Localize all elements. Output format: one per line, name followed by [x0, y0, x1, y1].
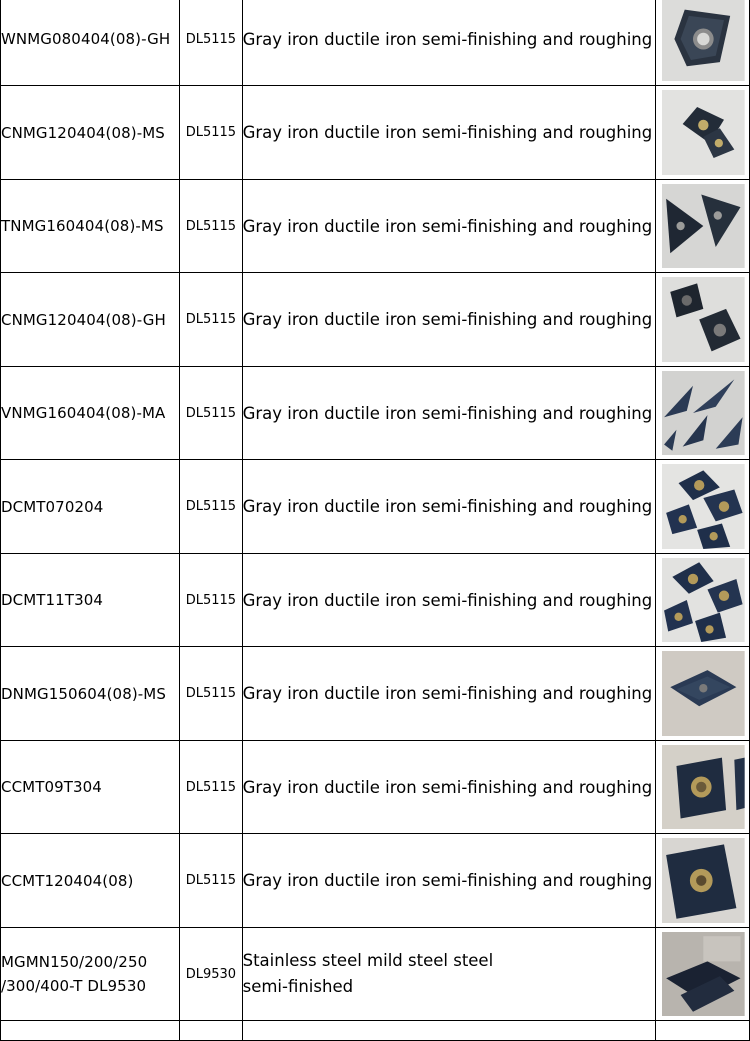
- model-code: CNMG120404(08)-GH: [1, 310, 166, 329]
- application-cell: Gray iron ductile iron semi-finishing and roughing: [242, 86, 656, 180]
- table-row: [1, 1021, 750, 1041]
- model-cell: [1, 647, 180, 741]
- model-cell: [1, 460, 180, 554]
- model-code-line-2: /300/400-T DL9530: [1, 977, 147, 995]
- application-cell: Gray iron ductile iron semi-finishing and roughing: [242, 367, 656, 460]
- table-row: [1, 367, 750, 460]
- grade-cell: DL5115: [180, 834, 242, 928]
- table-row: [1, 273, 750, 367]
- image-cell: [656, 647, 750, 741]
- vnmg-insert-photo: [662, 371, 745, 455]
- model-cell: [1, 86, 180, 180]
- image-cell: [656, 86, 750, 180]
- application-cell: Gray iron ductile iron semi-finishing and roughing: [242, 834, 656, 928]
- model-cell: [1, 554, 180, 647]
- table-row: [1, 554, 750, 647]
- application-cell: Gray iron ductile iron semi-finishing and roughing: [242, 180, 656, 273]
- table-row: [1, 928, 750, 1021]
- model-code: DCMT11T304: [1, 591, 104, 609]
- model-code: VNMG160404(08)-MA: [1, 404, 166, 422]
- image-cell: [656, 741, 750, 834]
- grade-cell: DL5115: [180, 741, 242, 834]
- table-row: [1, 460, 750, 554]
- model-code-line-1: MGMN150/200/250: [1, 953, 148, 971]
- image-cell: [656, 0, 750, 86]
- image-cell: [656, 460, 750, 554]
- application-cell: Gray iron ductile iron semi-finishing and roughing: [242, 554, 656, 647]
- dcmt11t304-insert-photo: [662, 558, 745, 642]
- mgmn-grooving-insert-photo: [662, 932, 745, 1016]
- grade-cell: DL5115: [180, 647, 242, 741]
- grade-cell: DL5115: [180, 367, 242, 460]
- table-row: [1, 741, 750, 834]
- grade-cell: DL5115: [180, 460, 242, 554]
- grade-cell: DL5115: [180, 86, 242, 180]
- image-cell: [656, 928, 750, 1021]
- wnmg-insert-photo: [662, 0, 745, 81]
- application-cell: Gray iron ductile iron semi-finishing and roughing: [242, 273, 656, 367]
- dnmg-insert-photo: [662, 651, 745, 736]
- grade-cell: DL9530: [180, 928, 242, 1021]
- table-row: [1, 180, 750, 273]
- model-code: DNMG150604(08)-MS: [1, 684, 166, 703]
- grade-cell: DL5115: [180, 180, 242, 273]
- grade-cell: DL5115: [180, 273, 242, 367]
- table-row: [1, 647, 750, 741]
- application-cell: Gray iron ductile iron semi-finishing and roughing: [242, 741, 656, 834]
- model-cell: [1, 273, 180, 367]
- ccmt120404-insert-photo: [662, 838, 745, 923]
- image-cell: [656, 273, 750, 367]
- model-code: CNMG120404(08)-MS: [1, 123, 165, 142]
- application-cell: [242, 928, 656, 1021]
- ccmt09t304-insert-photo: [662, 745, 745, 829]
- model-code: TNMG160404(08)-MS: [1, 217, 164, 235]
- dcmt070204-insert-photo: [662, 464, 745, 549]
- table-row: [1, 834, 750, 928]
- grade-cell: DL5115: [180, 0, 242, 86]
- application-line-1: Stainless steel mild steel steel: [242, 951, 494, 970]
- model-cell: [1, 834, 180, 928]
- application-cell: Gray iron ductile iron semi-finishing and roughing: [242, 0, 656, 86]
- table-row: [1, 0, 750, 86]
- model-code: CCMT09T304: [1, 778, 102, 796]
- model-code: WNMG080404(08)-GH: [1, 30, 171, 48]
- image-cell: [656, 180, 750, 273]
- model-cell: [1, 741, 180, 834]
- model-cell: [1, 367, 180, 460]
- image-cell: [656, 554, 750, 647]
- cnmg-gh-insert-photo: [662, 277, 745, 362]
- table-row: [1, 86, 750, 180]
- application-cell: Gray iron ductile iron semi-finishing and roughing: [242, 647, 656, 741]
- cnmg-insert-photo: [662, 90, 745, 175]
- model-cell: [1, 180, 180, 273]
- model-code: CCMT120404(08): [1, 871, 134, 890]
- image-cell: [656, 367, 750, 460]
- application-cell: Gray iron ductile iron semi-finishing and roughing: [242, 460, 656, 554]
- model-cell: [1, 928, 180, 1021]
- model-cell: [1, 0, 180, 86]
- grade-cell: DL5115: [180, 554, 242, 647]
- application-line-2: semi-finished: [242, 977, 354, 996]
- image-cell: [656, 834, 750, 928]
- tnmg-insert-photo: [662, 184, 745, 268]
- model-code: DCMT070204: [1, 497, 104, 516]
